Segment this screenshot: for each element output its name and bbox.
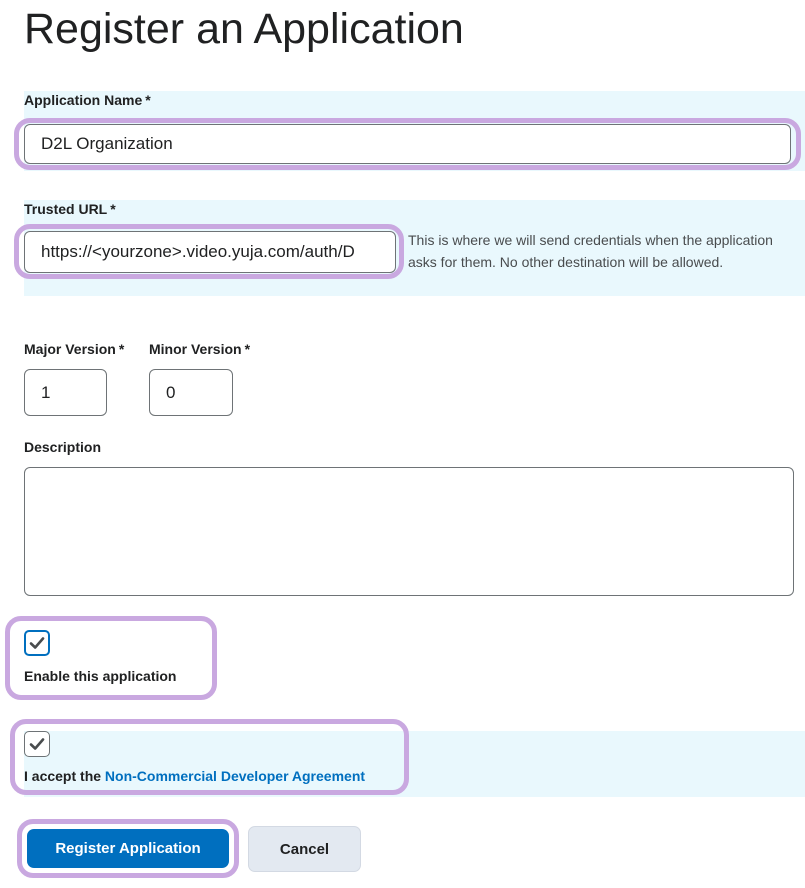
enable-highlight <box>5 616 217 700</box>
major-version-value: 1 <box>41 382 51 402</box>
app-name-label <box>24 92 151 108</box>
required-marker: * <box>244 341 251 357</box>
agreement-checkbox[interactable] <box>24 731 50 757</box>
trusted-url-input[interactable] <box>24 231 396 273</box>
enable-label: Enable this application <box>24 668 177 684</box>
minor-version-label <box>149 341 250 357</box>
trusted-url-value: https://<yourzone>.video.yuja.com/auth/D <box>41 242 355 261</box>
trusted-url-help: This is where we will send credentials when the application asks for them. No other destination will be allowed. <box>408 232 773 270</box>
agreement-prefix: I accept the <box>24 768 102 784</box>
minor-version-value: 0 <box>166 382 176 402</box>
minor-version-input[interactable] <box>149 369 233 416</box>
enable-checkbox[interactable] <box>24 630 50 656</box>
major-version-input[interactable] <box>24 369 107 416</box>
agreement-label <box>24 768 365 784</box>
description-textarea[interactable] <box>24 467 794 596</box>
register-application-button[interactable]: Register Application <box>27 829 229 868</box>
required-marker: * <box>118 341 125 357</box>
trusted-url-label <box>24 201 116 217</box>
page-title: Register an Application <box>24 5 464 53</box>
description-label: Description <box>24 439 102 455</box>
trusted-url-label-text: Trusted URL <box>24 201 108 217</box>
major-version-label-text: Major Version <box>24 341 116 357</box>
check-icon <box>28 634 46 652</box>
app-name-label-text: Application Name <box>24 92 143 108</box>
app-name-input[interactable] <box>24 124 791 164</box>
minor-version-label-text: Minor Version <box>149 341 242 357</box>
major-version-label <box>24 341 124 357</box>
check-icon <box>28 735 46 753</box>
developer-agreement-link[interactable]: Non-Commercial Developer Agreement <box>104 768 366 784</box>
required-marker: * <box>145 92 151 108</box>
cancel-button[interactable]: Cancel <box>248 826 361 872</box>
required-marker: * <box>110 201 116 217</box>
app-name-value: D2L Organization <box>41 134 173 153</box>
